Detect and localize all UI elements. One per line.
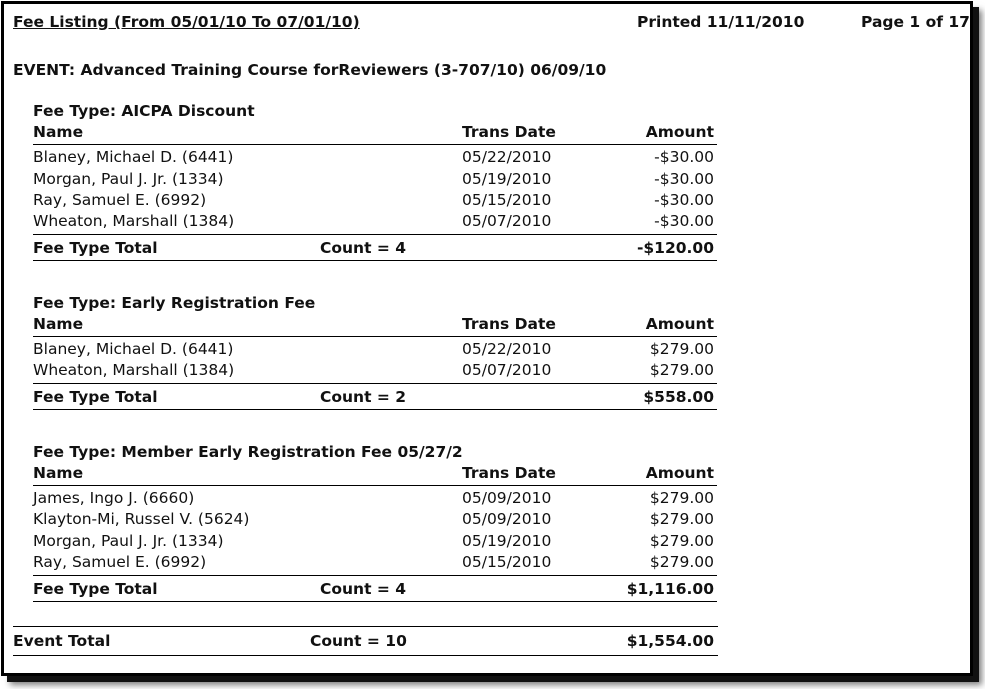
row-amount: $279.00 <box>649 510 714 528</box>
divider <box>33 144 717 145</box>
fee-type-total-label: Fee Type Total <box>33 239 158 257</box>
page-number: Page 1 of 17 <box>861 13 970 31</box>
report-title: Fee Listing (From 05/01/10 To 07/01/10) <box>13 13 360 31</box>
divider <box>33 260 717 261</box>
row-name: Morgan, Paul J. Jr. (1334) <box>33 170 224 188</box>
divider <box>13 626 718 627</box>
row-date: 05/22/2010 <box>462 148 552 166</box>
row-date: 05/22/2010 <box>462 340 552 358</box>
row-amount: -$30.00 <box>654 148 714 166</box>
row-date: 05/07/2010 <box>462 361 552 379</box>
column-header-date: Trans Date <box>462 315 556 333</box>
fee-type-label: Fee Type: AICPA Discount <box>33 102 255 120</box>
row-name: Blaney, Michael D. (6441) <box>33 340 234 358</box>
fee-type-total: $1,116.00 <box>626 580 714 598</box>
event-total-label: Event Total <box>13 632 111 650</box>
column-header-name: Name <box>33 123 84 141</box>
fee-type-total: -$120.00 <box>636 239 714 257</box>
row-name: Wheaton, Marshall (1384) <box>33 361 235 379</box>
row-name: Blaney, Michael D. (6441) <box>33 148 234 166</box>
row-amount: $279.00 <box>649 553 714 571</box>
row-amount: -$30.00 <box>654 212 714 230</box>
row-amount: $279.00 <box>649 361 714 379</box>
row-amount: $279.00 <box>649 340 714 358</box>
fee-type-label: Fee Type: Member Early Registration Fee 05/27/2 <box>33 443 463 461</box>
event-total-count: Count = 10 <box>310 632 407 650</box>
row-amount: -$30.00 <box>654 191 714 209</box>
fee-type-count: Count = 4 <box>320 580 407 598</box>
column-header-date: Trans Date <box>462 464 556 482</box>
divider <box>33 575 717 576</box>
fee-type-label: Fee Type: Early Registration Fee <box>33 294 316 312</box>
column-header-amount: Amount <box>645 464 714 482</box>
column-header-amount: Amount <box>645 315 714 333</box>
divider <box>33 383 717 384</box>
fee-type-total-label: Fee Type Total <box>33 388 158 406</box>
row-date: 05/15/2010 <box>462 553 552 571</box>
column-header-amount: Amount <box>645 123 714 141</box>
row-name: Wheaton, Marshall (1384) <box>33 212 235 230</box>
row-date: 05/15/2010 <box>462 191 552 209</box>
divider <box>33 485 717 486</box>
row-date: 05/09/2010 <box>462 489 552 507</box>
row-name: Ray, Samuel E. (6992) <box>33 553 207 571</box>
column-header-date: Trans Date <box>462 123 556 141</box>
fee-type-total: $558.00 <box>643 388 714 406</box>
event-total-amount: $1,554.00 <box>626 632 714 650</box>
row-amount: $279.00 <box>649 532 714 550</box>
divider <box>33 234 717 235</box>
divider <box>13 655 718 656</box>
fee-type-count: Count = 2 <box>320 388 407 406</box>
divider <box>33 409 717 410</box>
column-header-name: Name <box>33 315 84 333</box>
column-header-name: Name <box>33 464 84 482</box>
printed-date: Printed 11/11/2010 <box>637 13 805 31</box>
report-page <box>1 1 973 676</box>
row-name: James, Ingo J. (6660) <box>33 489 195 507</box>
event-title: EVENT: Advanced Training Course forReviewers (3-707/10) 06/09/10 <box>13 61 607 79</box>
row-name: Ray, Samuel E. (6992) <box>33 191 207 209</box>
fee-type-total-label: Fee Type Total <box>33 580 158 598</box>
row-date: 05/19/2010 <box>462 170 552 188</box>
row-amount: -$30.00 <box>654 170 714 188</box>
row-amount: $279.00 <box>649 489 714 507</box>
row-name: Klayton-Mi, Russel V. (5624) <box>33 510 250 528</box>
divider <box>33 601 717 602</box>
divider <box>33 336 717 337</box>
row-name: Morgan, Paul J. Jr. (1334) <box>33 532 224 550</box>
fee-type-count: Count = 4 <box>320 239 407 257</box>
row-date: 05/09/2010 <box>462 510 552 528</box>
row-date: 05/07/2010 <box>462 212 552 230</box>
row-date: 05/19/2010 <box>462 532 552 550</box>
